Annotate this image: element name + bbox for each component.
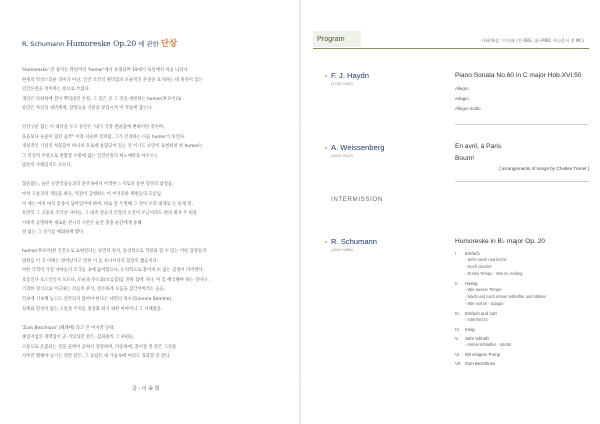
composer-name: A. Weissenberg [331, 143, 385, 152]
section-item [455, 335, 546, 349]
host-credits: 사회/해설 : 이지와 (전 KBS, 대구MBC 아나운서 및 MC) [481, 38, 584, 43]
section-item [455, 280, 546, 308]
section-subtitle: - Wie vorher · adagio [465, 300, 504, 306]
composer-name: R. Schumann [331, 237, 378, 246]
section-name: Sehr lebhaft [465, 336, 489, 342]
section-number: II. [455, 280, 459, 286]
essay-paragraph-2: 악상구분 없는 이 대작을 두고 슈만은 "내가 가장 헌율함에 변하이던 것이며, 웃음보다 눈물이 담긴 음악" 이라 서술한 것처럼, 그가 전개하는 다음 humor가 보인다. 개성적인 기질의 허물함이 하나의 모토에 통합되어 있는 것 이기도 슈만이 표현하려 한 humor는 그 역설적 주관으로 전환할 수밖에 없는 인간본질의 희노애락을 아우르는 담론의 사례임지도 모른다. [22, 125, 203, 169]
section-subtitle: - Wie ausser Tempo [465, 287, 502, 293]
section-item [455, 310, 546, 324]
section-name: Zum Beschluss [465, 361, 496, 367]
section-name: Einfach und zart [465, 310, 497, 316]
section-rule [455, 181, 589, 182]
composer-years: (1929~2012) [331, 154, 353, 158]
movement: Allegro [455, 86, 469, 91]
essay-title-accent: 단상 [160, 38, 178, 48]
essay-paragraph-5: 'Zum Beschluss' (폐쇄에) 라고 쓴 마지막 단락, 종입지임의 정맥함이 곧 서입성만 같은, 감화종의 그 파편들, 고통으로 온몸되는 것을 균혀이 균혀서 진단하며, 악송하에, 꼼이질 것 같은 그것을 사무만 행해야 닝기는 것만 같은, 그 응답은 내 가슴속에 여러도 징화할 것 같다. [22, 325, 177, 360]
section-number: VII. [455, 361, 462, 367]
section-subtitle: - Nach und nach immer lebhafter und stärker [465, 294, 547, 300]
section-item [455, 250, 546, 278]
essay-title-composer: R. Schumann [22, 40, 65, 48]
program-divider [313, 48, 589, 49]
section-name: Einfach [465, 251, 480, 256]
essay-paragraph-1: 'Humoreske' 란 용어는 라틴어인 'humor'에서 유래되며 19세기 독일에서 처음 나타나 현재의 악상스러운 의미가 아닌, 인간 조건의 변덕함과 모순적인 본질을 표지하는 데 목적이 있는 인간본질을 의미하는 용으로 쓰였다. 개인은 다양성에 깊이 뿌리내린 본질, 그 깊은 곳 그 것을 대변하는 humor(후모어)로 슈만은 자신의 내면세계, 갈망들을 기분을 분리시켜 이 작품에 담는다. [22, 68, 203, 112]
essay-author: 글 : 이 송 희 [132, 386, 160, 392]
essay-title [22, 37, 177, 49]
work-title: Piano Sonata No.60 in C major Hob.XVI:50 [455, 72, 582, 79]
section-number: III. [455, 310, 460, 316]
section-body [465, 280, 546, 308]
work-schumann [455, 237, 546, 370]
section-body [465, 310, 497, 324]
section-number: V. [455, 336, 459, 342]
section-name: Hastig [465, 280, 478, 286]
essay-paragraph-3: 협을잡는, 슬픈 슈만작품들과의 분주속에서 어색한 느끼로의 통한 형성의 낯설음, 마치 고통과의 개입을 하듯, 엇갈이 급변하는 이 어지러운 위변들의 흐름임. 이 예는 마치 아직 통증이 남아있어야 하며, 바로 앞 두번째 그 것이 우리 내게로 돈 송게 된, 슈만의 그 고통과 조각난 자아들, 그 내적 갈등과 긴장의 소산이 조금이라도 변의 필자 두 편을 시대적 공명하며 새로운 전시의 시간은 순간 총충 순간에게 통해 설 없는 그 진가를 예외하게 했다. [22, 182, 198, 236]
composer-haydn [331, 71, 369, 86]
composer-schumann [331, 237, 377, 252]
essay-title-work: Humoreske Op.20 [66, 39, 137, 48]
essay-paragraph-4: humor(후모어)란 인간으로 표현된다는 슈만의 정서, 통상적으로 격관화 할 수 있는 어떤 감정들의 범위를 이 곡 이에는 벗어난다고 말한 이 를 슈나이더의 함장의 짧음이다. 여한 국적이 가진 자아들의 조각들 속에 숨어있으나, 논리적으로 흩어져 수 없는 감정이 터미엔다. 호름인다 초드인인지 모르나, 모순과 푸르화(모를함)를 잔하 함에 지나, 어 있 해석해야 하는 것이다. 기괴한 형식으로 어긋내는 리듬의 분석, 전조하게 모음을 감각어버리는 음들, 악보에 기보해 놓고도 연주되지 않아야 한다는 내면의 목소리(innere Stimme), 실체와 형상이 없는 고통과 주의를 형상화 하기 위한 아마이니 그 자체였을. [22, 249, 209, 312]
composer-weissenberg [331, 143, 384, 158]
section-item [455, 351, 546, 358]
section-rule [455, 124, 589, 125]
movement: Adagio [455, 96, 469, 101]
work-weissenberg [455, 143, 589, 171]
program-label: Program [313, 31, 361, 47]
intermission-label: INTERMISSION [331, 196, 383, 203]
section-subtitle: - Intermezzo [465, 317, 488, 323]
movement: Allegro molto [455, 106, 481, 111]
section-subtitle: - Noch rascher [465, 264, 492, 270]
work-title: Humoreske in B♭ major Op. 20 [455, 238, 545, 245]
right-page [300, 0, 600, 424]
composer-name: F. J. Haydn [331, 71, 369, 80]
section-body [465, 326, 475, 333]
work-title-2: Boum! [455, 155, 475, 162]
section-body [465, 250, 522, 278]
section-name: Mit einigem Pomp [465, 352, 501, 358]
section-number: VI. [455, 352, 461, 358]
work-haydn [455, 72, 581, 114]
section-body [465, 360, 495, 367]
work-title: En avril, à Paris [455, 143, 502, 150]
section-name: Innig [465, 326, 475, 332]
section-subtitle: - Sehr rasch und leicht [465, 257, 506, 263]
section-subtitle: - Erstes Tempo · Wie im Anfang [465, 271, 523, 277]
section-subtitle: - Immer lebhafter · stretto [465, 342, 512, 348]
section-number: IV. [455, 326, 460, 332]
section-number: I. [455, 251, 458, 256]
composer-years: (1732~1809) [331, 82, 353, 86]
section-item [455, 360, 546, 367]
section-list [455, 250, 546, 368]
essay-title-connector: 에 관한 [138, 40, 159, 48]
arrangement-note: [ arrangements of songs by Charles Trenet ] [499, 166, 589, 171]
composer-years: (1810~1856) [331, 248, 353, 252]
section-item [455, 326, 546, 333]
bullet-dot [325, 75, 327, 77]
bullet-dot [325, 147, 327, 149]
section-body [465, 351, 500, 358]
bullet-dot [325, 241, 327, 243]
essay-body [22, 66, 284, 371]
section-body [465, 335, 511, 349]
